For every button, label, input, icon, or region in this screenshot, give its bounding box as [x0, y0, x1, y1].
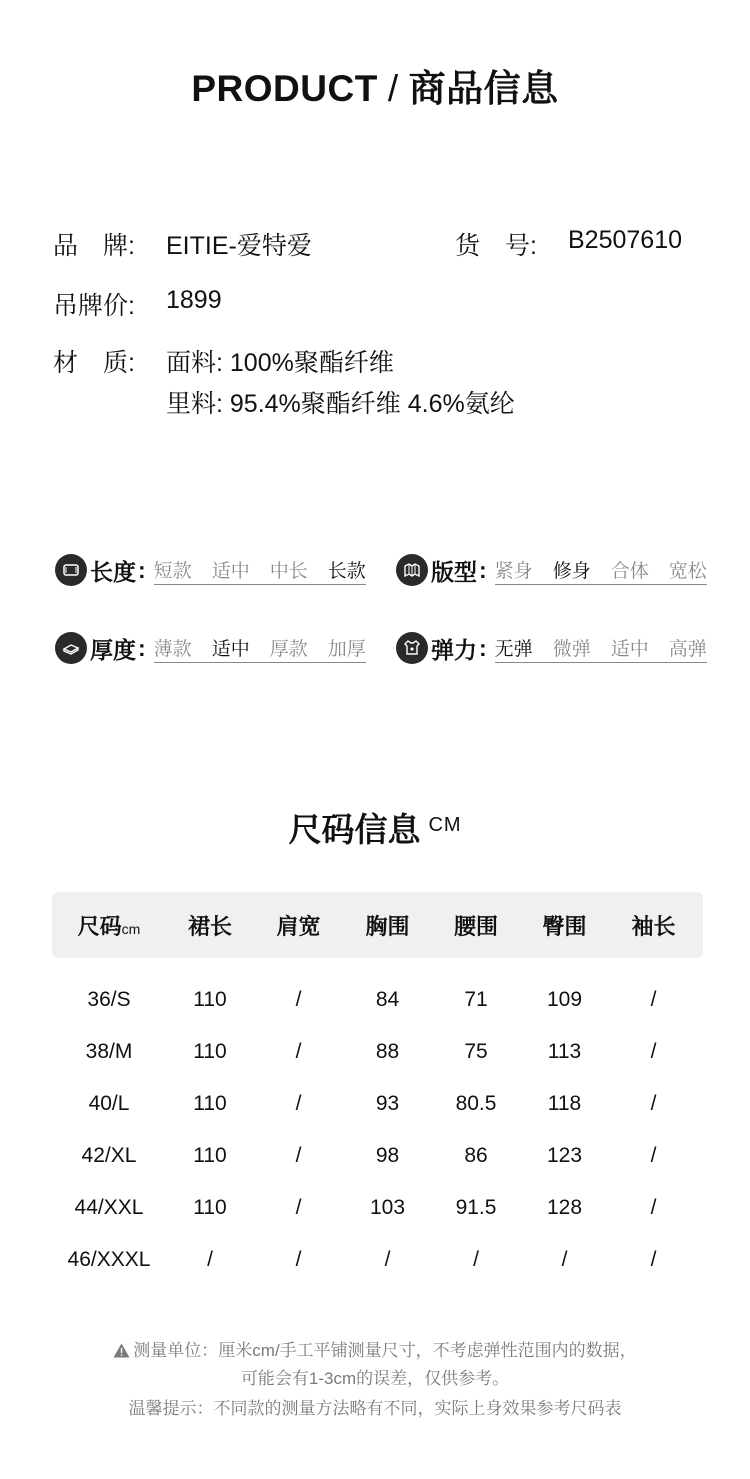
table-cell: 40/L [88, 1092, 130, 1115]
table-cell: 36/S [87, 988, 131, 1011]
table-cell: 46/XXXL [67, 1248, 151, 1271]
table-cell: / [207, 1248, 213, 1271]
size-title-text: 尺码信息 [288, 811, 421, 848]
table-cell: / [295, 988, 302, 1011]
table-cell: 88 [375, 1040, 400, 1063]
table-cell: 38/M [85, 1040, 133, 1063]
sku-value: B2507610 [568, 226, 683, 254]
header-shoulder: 肩宽 [276, 913, 321, 939]
attribute-length: 长度 : 短款 适中 中长 长款 [55, 553, 366, 587]
size-tip: 温馨提示：不同款的测量方法略有不同，实际上身效果参考尺码表 [128, 1399, 622, 1418]
table-cell: / [650, 988, 657, 1011]
option-medium: 适中 [211, 560, 250, 582]
table-cell: / [295, 1144, 302, 1167]
table-cell: 110 [193, 988, 227, 1011]
brand-row [53, 226, 693, 260]
fabric-thickness-icon [55, 632, 87, 664]
table-cell: 80.5 [455, 1092, 497, 1115]
attribute-thickness: 厚度 : 薄款 适中 厚款 加厚 [55, 631, 366, 665]
table-cell: 71 [464, 988, 488, 1011]
option-slim-selected: 修身 [552, 560, 591, 582]
table-cell: 86 [464, 1144, 488, 1167]
option-slight-stretch: 微弹 [552, 638, 591, 660]
option-medium-selected: 适中 [211, 638, 250, 660]
table-cell: 110 [193, 1040, 227, 1063]
table-cell: / [295, 1196, 302, 1219]
header-dress-length: 裙长 [187, 913, 232, 939]
option-thin: 薄款 [153, 638, 192, 660]
price-row [53, 286, 693, 320]
table-cell: / [473, 1248, 479, 1271]
option-extra-thick: 加厚 [327, 638, 366, 660]
stretch-icon [396, 632, 428, 664]
table-cell: / [295, 1040, 302, 1063]
table-cell: 84 [375, 988, 400, 1011]
attribute-options [154, 556, 366, 585]
header-hip: 臀围 [542, 913, 587, 939]
header-bust: 胸围 [365, 913, 410, 939]
table-cell: 110 [193, 1092, 227, 1115]
option-short: 短款 [153, 560, 192, 582]
table-cell: / [650, 1248, 657, 1271]
table-cell: 75 [464, 1040, 488, 1063]
table-cell: 91.5 [455, 1196, 497, 1219]
attribute-stretch: 弹力 : 无弹 微弹 适中 高弹 [396, 631, 707, 665]
table-cell: 110 [193, 1196, 227, 1219]
warning-icon [113, 1343, 130, 1363]
table-cell: 110 [193, 1144, 227, 1167]
table-cell: / [650, 1040, 657, 1063]
table-row [52, 1182, 703, 1234]
table-cell: 118 [547, 1092, 582, 1115]
option-moderate-stretch: 适中 [610, 638, 649, 660]
fit-shape-icon [396, 554, 428, 586]
size-title-unit: CM [428, 814, 462, 836]
option-high-stretch: 高弹 [668, 638, 707, 660]
title-english: PRODUCT [191, 68, 378, 109]
table-row [52, 1026, 703, 1078]
option-tight: 紧身 [494, 560, 533, 582]
table-row [52, 1234, 703, 1286]
measurement-note-line2: 可能会有1-3cm的误差，仅供参考。 [240, 1369, 510, 1388]
attribute-options [495, 634, 707, 663]
table-cell: / [295, 1092, 302, 1115]
fabric-value: 面料: 100%聚酯纤维 [166, 349, 394, 377]
table-row [52, 974, 703, 1026]
page-title [0, 58, 750, 112]
table-cell: 93 [375, 1092, 400, 1115]
option-mid-long: 中长 [269, 560, 308, 582]
header-size: 尺码cm [77, 913, 141, 939]
table-cell: / [650, 1144, 657, 1167]
table-cell: / [650, 1196, 657, 1219]
brand-value: EITIE-爱特爱 [166, 232, 312, 260]
sku-label: 货 号: [455, 232, 537, 260]
table-cell: 98 [375, 1144, 400, 1167]
table-cell: / [295, 1248, 302, 1271]
table-cell: / [561, 1248, 568, 1271]
material-label: 材 质: [53, 349, 135, 377]
attribute-name: 版型 [431, 558, 477, 585]
material-row [53, 343, 693, 423]
dress-length-icon [55, 554, 87, 586]
attribute-options [495, 556, 707, 585]
option-loose: 宽松 [668, 560, 707, 582]
table-cell: 113 [547, 1040, 582, 1063]
attribute-name: 弹力 [431, 636, 477, 663]
table-cell: 128 [546, 1196, 583, 1219]
table-body [52, 958, 703, 1286]
size-table [52, 892, 703, 1286]
table-row [52, 1078, 703, 1130]
price-value: 1899 [166, 286, 222, 314]
header-waist: 腰围 [453, 913, 498, 939]
table-cell: 109 [546, 988, 583, 1011]
option-thick: 厚款 [269, 638, 308, 660]
table-cell: 123 [546, 1144, 583, 1167]
attribute-name: 长度 [90, 558, 136, 585]
table-cell: 103 [369, 1196, 406, 1219]
option-long-selected: 长款 [327, 560, 366, 582]
lining-value: 里料: 95.4%聚酯纤维 4.6%氨纶 [166, 390, 515, 418]
attribute-options [154, 634, 366, 663]
brand-label: 品 牌: [53, 232, 135, 260]
header-sleeve: 袖长 [631, 913, 676, 939]
option-regular: 合体 [610, 560, 649, 582]
table-cell: / [650, 1092, 657, 1115]
measurement-note [0, 1336, 750, 1363]
option-no-stretch-selected: 无弹 [494, 638, 533, 660]
attribute-fit: 版型 : 紧身 修身 合体 宽松 [396, 553, 707, 587]
table-cell: 44/XXL [74, 1196, 144, 1219]
title-separator: / [387, 68, 399, 109]
measurement-note-line1: 测量单位：厘米cm/手工平铺测量尺寸，不考虑弹性范围内的数据， [133, 1341, 637, 1360]
table-cell: 42/XL [81, 1144, 137, 1167]
size-section-title [0, 804, 750, 851]
table-row [52, 1130, 703, 1182]
attribute-name: 厚度 [90, 636, 136, 663]
title-chinese: 商品信息 [408, 68, 559, 109]
price-label: 吊牌价: [53, 292, 135, 320]
table-header [52, 892, 703, 958]
table-cell: / [384, 1248, 391, 1271]
